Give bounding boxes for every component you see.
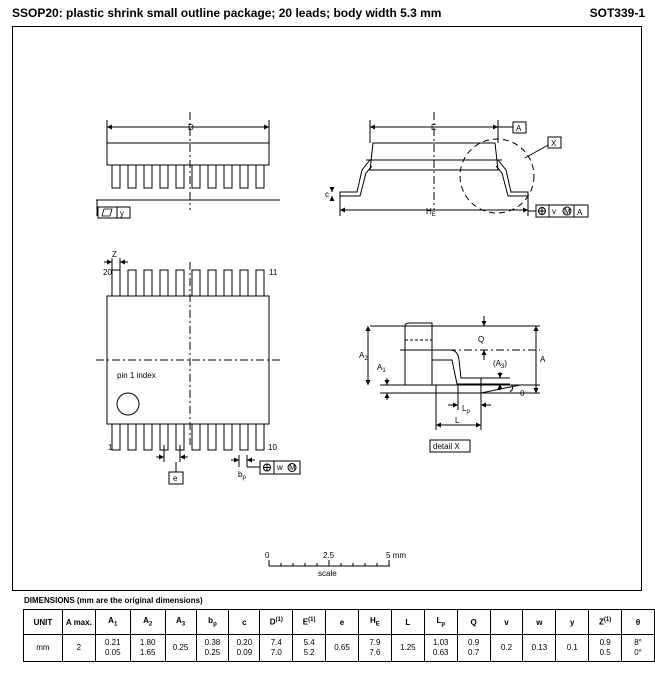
- pin-10-label: 10: [268, 443, 277, 452]
- header-unit: UNIT: [24, 610, 63, 635]
- dimensions-table: [23, 609, 655, 662]
- cell-c: 0.20 0.09: [229, 635, 260, 662]
- cell-L: 1.25: [391, 635, 424, 662]
- tolerance-M-label: M: [564, 207, 571, 216]
- tolerance-wM-label: M: [289, 463, 296, 472]
- top-lead: [208, 270, 216, 296]
- scale-5mm-label: 5 mm: [386, 551, 406, 560]
- dim-c-label: c: [325, 190, 329, 199]
- top-lead: [192, 270, 200, 296]
- cell-y: 0.1: [556, 635, 589, 662]
- page-title: SSOP20: plastic shrink small outline package; 20 leads; body width 5.3 mm: [12, 6, 442, 20]
- datum-A-box-label: A: [516, 124, 522, 133]
- side-lead: [176, 165, 184, 188]
- scale-0-label: 0: [265, 551, 270, 560]
- side-lead: [256, 165, 264, 188]
- detail-x-label: detail X: [433, 442, 460, 451]
- top-lead: [176, 270, 184, 296]
- cell-A: 2: [62, 635, 95, 662]
- bottom-lead: [240, 424, 248, 450]
- flatness-y-label: y: [120, 209, 124, 218]
- header-A2: $A_2$: [130, 610, 165, 635]
- end-view: [332, 112, 588, 217]
- dim-D-label: D: [188, 123, 194, 132]
- dim-A-label: A: [540, 355, 546, 364]
- cell-Z: 0.9 0.5: [589, 635, 622, 662]
- detail-X-box-label: X: [551, 139, 557, 148]
- header-Lp: $L_p$: [424, 610, 457, 635]
- pin1-index-label: pin 1 index: [117, 371, 156, 380]
- scale-2-5-label: 2.5: [323, 551, 335, 560]
- cell-A1: 0.21 0.05: [95, 635, 130, 662]
- cell-w: 0.13: [523, 635, 556, 662]
- header-A3: $A_3$: [165, 610, 196, 635]
- side-lead: [160, 165, 168, 188]
- cell-e: 0.65: [326, 635, 359, 662]
- cell-A2: 1.80 1.65: [130, 635, 165, 662]
- top-lead: [144, 270, 152, 296]
- dim-theta-label: θ: [520, 389, 525, 398]
- tolerance-A-label: A: [577, 208, 583, 217]
- dim-e-label: e: [173, 474, 178, 483]
- dimensions-header-row: [24, 610, 655, 635]
- cell-A3: 0.25: [165, 635, 196, 662]
- side-lead: [112, 165, 120, 188]
- cell-unit: mm: [24, 635, 63, 662]
- header-theta: θ: [622, 610, 655, 635]
- side-lead: [224, 165, 232, 188]
- top-lead: [240, 270, 248, 296]
- header-c: c: [229, 610, 260, 635]
- header-e: e: [326, 610, 359, 635]
- header-E: $E^{(1)}$: [293, 610, 326, 635]
- header-A: A max.: [62, 610, 95, 635]
- dim-A1-label: $A_1$: [377, 363, 386, 374]
- top-lead: [112, 270, 120, 296]
- side-lead: [144, 165, 152, 188]
- dim-Q-label: Q: [478, 335, 485, 344]
- header-Z: $Z^{(1)}$: [589, 610, 622, 635]
- bottom-lead: [192, 424, 200, 450]
- bottom-lead: [112, 424, 120, 450]
- header-w: w: [523, 610, 556, 635]
- pin-1-label: 1: [108, 443, 113, 452]
- dim-E-label: E: [431, 123, 437, 132]
- top-lead: [128, 270, 136, 296]
- side-lead: [128, 165, 136, 188]
- header-L: L: [391, 610, 424, 635]
- cell-E: 5.4 5.2: [293, 635, 326, 662]
- bottom-lead: [256, 424, 264, 450]
- top-lead: [256, 270, 264, 296]
- bottom-lead: [128, 424, 136, 450]
- header-y: y: [556, 610, 589, 635]
- header-A1: $A_1$: [95, 610, 130, 635]
- scale-word-label: scale: [318, 569, 337, 578]
- side-lead: [240, 165, 248, 188]
- header-HE: $H_E$: [358, 610, 391, 635]
- dimensions-mm-row: [24, 635, 655, 662]
- bottom-lead: [144, 424, 152, 450]
- bottom-lead: [208, 424, 216, 450]
- tolerance-v-label: v: [552, 207, 556, 216]
- side-lead: [192, 165, 200, 188]
- pin-20-label: 20: [103, 268, 112, 277]
- dim-Z-label: Z: [112, 250, 117, 259]
- scale-bar: [269, 560, 390, 566]
- cell-HE: 7.9 7.6: [358, 635, 391, 662]
- top-lead: [160, 270, 168, 296]
- bottom-lead: [224, 424, 232, 450]
- dim-A3-label: $(A_3)$: [493, 359, 508, 370]
- pin-11-label: 11: [269, 268, 278, 277]
- dim-bp-label: $b_p$: [238, 470, 246, 481]
- top-lead: [224, 270, 232, 296]
- dim-HE-label: $H_E$: [426, 207, 436, 218]
- header-v: v: [490, 610, 523, 635]
- package-code: SOT339-1: [589, 6, 645, 20]
- dim-Lp-label: $L_p$: [462, 404, 470, 415]
- header-D: $D^{(1)}$: [260, 610, 293, 635]
- side-lead: [208, 165, 216, 188]
- dim-L-label: L: [455, 416, 460, 425]
- dimensions-title: DIMENSIONS (mm are the original dimensions): [24, 596, 203, 605]
- header-bp: $b_p$: [196, 610, 229, 635]
- dim-A2-label: $A_2$: [359, 351, 368, 362]
- tolerance-w-label: w: [277, 463, 283, 472]
- cell-theta: 8° 0°: [622, 635, 655, 662]
- cell-v: 0.2: [490, 635, 523, 662]
- header-Q: Q: [457, 610, 490, 635]
- cell-Q: 0.9 0.7: [457, 635, 490, 662]
- detail-x-view: [368, 316, 540, 452]
- cell-bp: 0.38 0.25: [196, 635, 229, 662]
- cell-D: 7.4 7.0: [260, 635, 293, 662]
- cell-Lp: 1.03 0.63: [424, 635, 457, 662]
